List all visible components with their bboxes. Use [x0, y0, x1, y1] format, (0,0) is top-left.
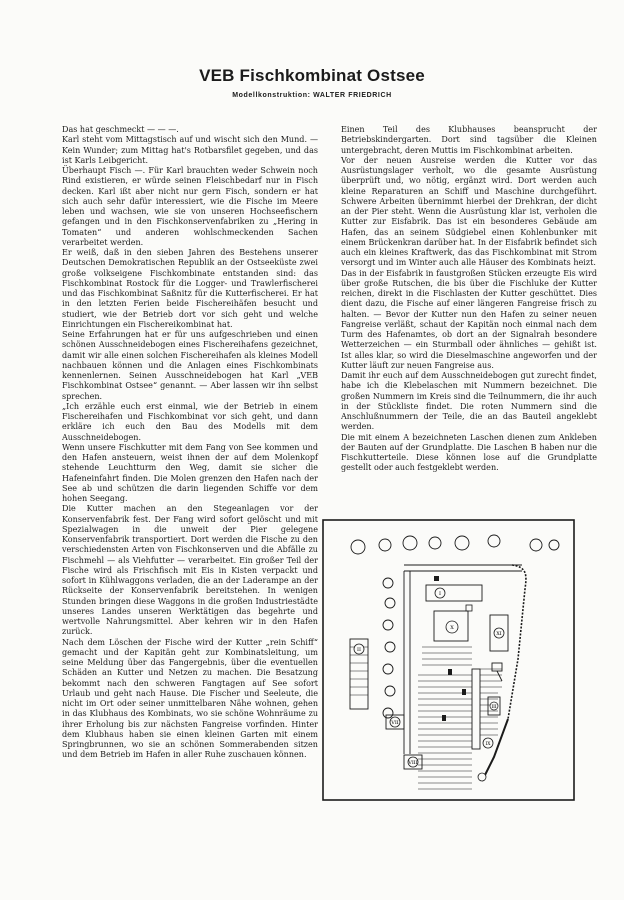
- page-title: VEB Fischkombinat Ostsee: [199, 66, 425, 85]
- paragraph: Nach dem Löschen der Fische wird der Kutter „rein Schiff“ gemacht und der Kapitän geht zur Kombinatsleitung, um seine Meldung über das Fangergebnis, über die eventuellen Schäden an Kutter und Netzen zu machen. Die Besatzung bekommt nach den schweren Fangtagen auf See sofort Urlaub und geht nach Hause. Die Fischer und Seeleute, die nicht im Ort oder seiner unmittelbaren Nähe wohnen, gehen in das Klubhaus des Kombinats, wo sie schöne Wohnräume zu ihrer Erholung bis zur nächsten Fangreise vorfinden. Hinter dem Klubhaus haben sie einen kleinen Garten mit einem Springbrunnen, wo sie an schönen Sommerabenden sitzen und dem Betrieb im Hafen in aller Ruhe zuschauen können.: [62, 637, 318, 760]
- paragraph: Das in der Eisfabrik in faustgroßen Stücken erzeugte Eis wird über große Rutschen, die bis über die Fischluke der Kutter reichen, direkt in die Fischlasten der Kutter geschüttet. Dies dient dazu, die Fische auf einer längeren Fangreise frisch zu halten. — Bevor der Kutter nun den Hafen zu seiner neuen Fangreise verläßt, schaut der Kapitän noch einmal nach dem Turm des Hafenamtes, ob dort an der Signalrah besondere Wetterzeichen — ein Sturmball oder ähnliches — gehißt ist. Ist alles klar, so wird die Dieselmaschine angeworfen und der Kutter läuft zur neuen Fangreise aus.: [341, 268, 597, 370]
- page-subtitle: Modellkonstruktion: WALTER FRIEDRICH: [232, 92, 392, 99]
- paragraph: Wenn unsere Fischkutter mit dem Fang von See kommen und den Hafen ansteuern, weist ihnen der auf dem Molenkopf stehende Leuchtturm den Weg, damit sie sicher die Hafeneinfahrt finden. Die Molen grenzen den Hafen nach der See ab und schützen die darin liegenden Schiffe vor dem hohen Seegang.: [62, 442, 318, 503]
- paragraph: Überhaupt Fisch —. Für Karl brauchten weder Schwein noch Rind existieren, er würde seinen Fleischbedarf nur in Fisch decken. Karl ißt aber nicht nur gern Fisch, sondern er hat sich auch sehr dafür interessiert, wie die Fische im Meere leben und wachsen, wie sie von unseren Hochseefischern gefangen und in den Fischkonservenfabriken zu „Hering in Tomaten“ und anderen wohlschmeckenden Sachen verarbeitet werden.: [62, 166, 318, 247]
- part-label: XI: [496, 631, 502, 637]
- part-label: I: [439, 591, 441, 597]
- right-column: [341, 125, 597, 474]
- paragraph: Er weiß, daß in den sieben Jahren des Bestehens unserer Deutschen Demokratischen Republik an der Ostseeküste zwei große volkseigene Fischkombinate entstanden sind: das Fischkombinat Rostock für die Logger- und Trawlerfischerei und das Fischkombinat Saßnitz für die Kutterfischerei. Er hat in den letzten Ferien beide Fischereihäfen besucht und studiert, wie der Betrieb dort vor sich geht und welche Einrichtungen ein Fischereikombinat hat.: [62, 248, 318, 329]
- part-label: X: [450, 625, 454, 631]
- part-label: III: [491, 705, 497, 710]
- paragraph: Damit ihr euch auf dem Ausschneidebogen gut zurecht findet, habe ich die Klebelaschen mit Nummern bezeichnet. Die großen Nummern im Kreis sind die Teilnummern, die ihr auch in der Stückliste findet. Die roten Nummern sind die Anschlußnummern der Teile, die an das Bauteil angeklebt werden.: [341, 371, 597, 432]
- paragraph: Seine Erfahrungen hat er für uns aufgeschrieben und einen schönen Ausschneidebogen eines Fischereihafens gezeichnet, damit wir alle einen solchen Fischereihafen als kleines Modell nachbauen können und die Anlagen eines Fischkombinats kennenlernen. Seinen Ausschneidebogen hat Karl „VEB Fischkombinat Ostsee“ genannt. — Aber lassen wir ihn selbst sprechen.: [62, 330, 318, 401]
- paragraph: Die mit einem A bezeichneten Laschen dienen zum Ankleben der Bauten auf der Grundplatte. Die Laschen B haben nur die Fischkutterteile. Diese können lose auf die Grundplatte gestellt oder auch festgeklebt werden.: [341, 432, 597, 473]
- paragraph: Einen Teil des Klubhauses beansprucht der Betriebskindergarten. Dort sind tagsüber die Kleinen untergebracht, deren Muttis im Fischkombinat arbeiten.: [341, 125, 597, 155]
- small-building: [434, 576, 439, 581]
- paragraph: Die Kutter machen an den Stegeanlagen vor der Konservenfabrik fest. Der Fang wird sofort gelöscht und mit Spezialwagen in die unweit der Pier gelegene Konservenfabrik transportiert. Dort werden die Fische zu den verschiedensten Arten von Fischkonserven und die Abfälle zu Fischmehl — als Viehfutter — verarbeitet. Ein großer Teil der Fische wird als Frischfisch mit Eis in Kisten verpackt und sofort in Kühlwaggons verladen, die an der Laderampe an der Rückseite der Konservenfabrik bereitstehen. In wenigen Stunden bringen diese Waggons in die großen Industriestädte unseres Landes unseren Werktätigen das begehrte und wertvolle Nahrungsmittel. Aber kehren wir in den Hafen zurück.: [62, 504, 318, 637]
- building-ix: [483, 738, 493, 748]
- plan-frame: [323, 520, 574, 800]
- harbor-site-plan: [322, 519, 575, 801]
- paragraph: Vor der neuen Ausreise werden die Kutter vor das Ausrüstungslager verholt, wo die gesamte Ausrüstung überprüft und, wo nötig, ergänzt wird. Dort werden auch kleine Reparaturen an Schiff und Maschine durchgeführt. Schwere Arbeiten übernimmt hierbei der Drehkran, der dicht an der Pier steht. Wenn die Ausrüstung klar ist, verholen die Kutter zur Eisfabrik. Das ist ein besonderes Gebäude am Hafen, das an seinem Südgiebel einen Kohlenbunker mit einem Brückenkran darüber hat. In der Eisfabrik befindet sich auch ein kleines Kraftwerk, das das Fischkombinat mit Strom versorgt und im Winter auch alle Häuser des Kombinats heizt.: [341, 155, 597, 268]
- part-label: VIII: [408, 760, 418, 766]
- paragraph: Karl steht vom Mittagstisch auf und wischt sich den Mund. — Kein Wunder; zum Mittag hat's Rotbarsfilet gegeben, und das ist Karls Leibgericht.: [62, 135, 318, 165]
- lighthouse: [478, 773, 486, 781]
- part-label: IX: [485, 742, 491, 747]
- paragraph: „Ich erzähle euch erst einmal, wie der Betrieb in einem Fischereihafen und Fischkombinat vor sich geht, und dann erkläre ich euch den Bau des Modells mit dem Ausschneidebogen.: [62, 401, 318, 442]
- part-label: VII: [391, 720, 399, 726]
- paragraph: Das hat geschmeckt — — —.: [62, 125, 179, 134]
- part-label: II: [357, 647, 361, 653]
- left-column: [62, 125, 318, 761]
- quay: [472, 669, 480, 749]
